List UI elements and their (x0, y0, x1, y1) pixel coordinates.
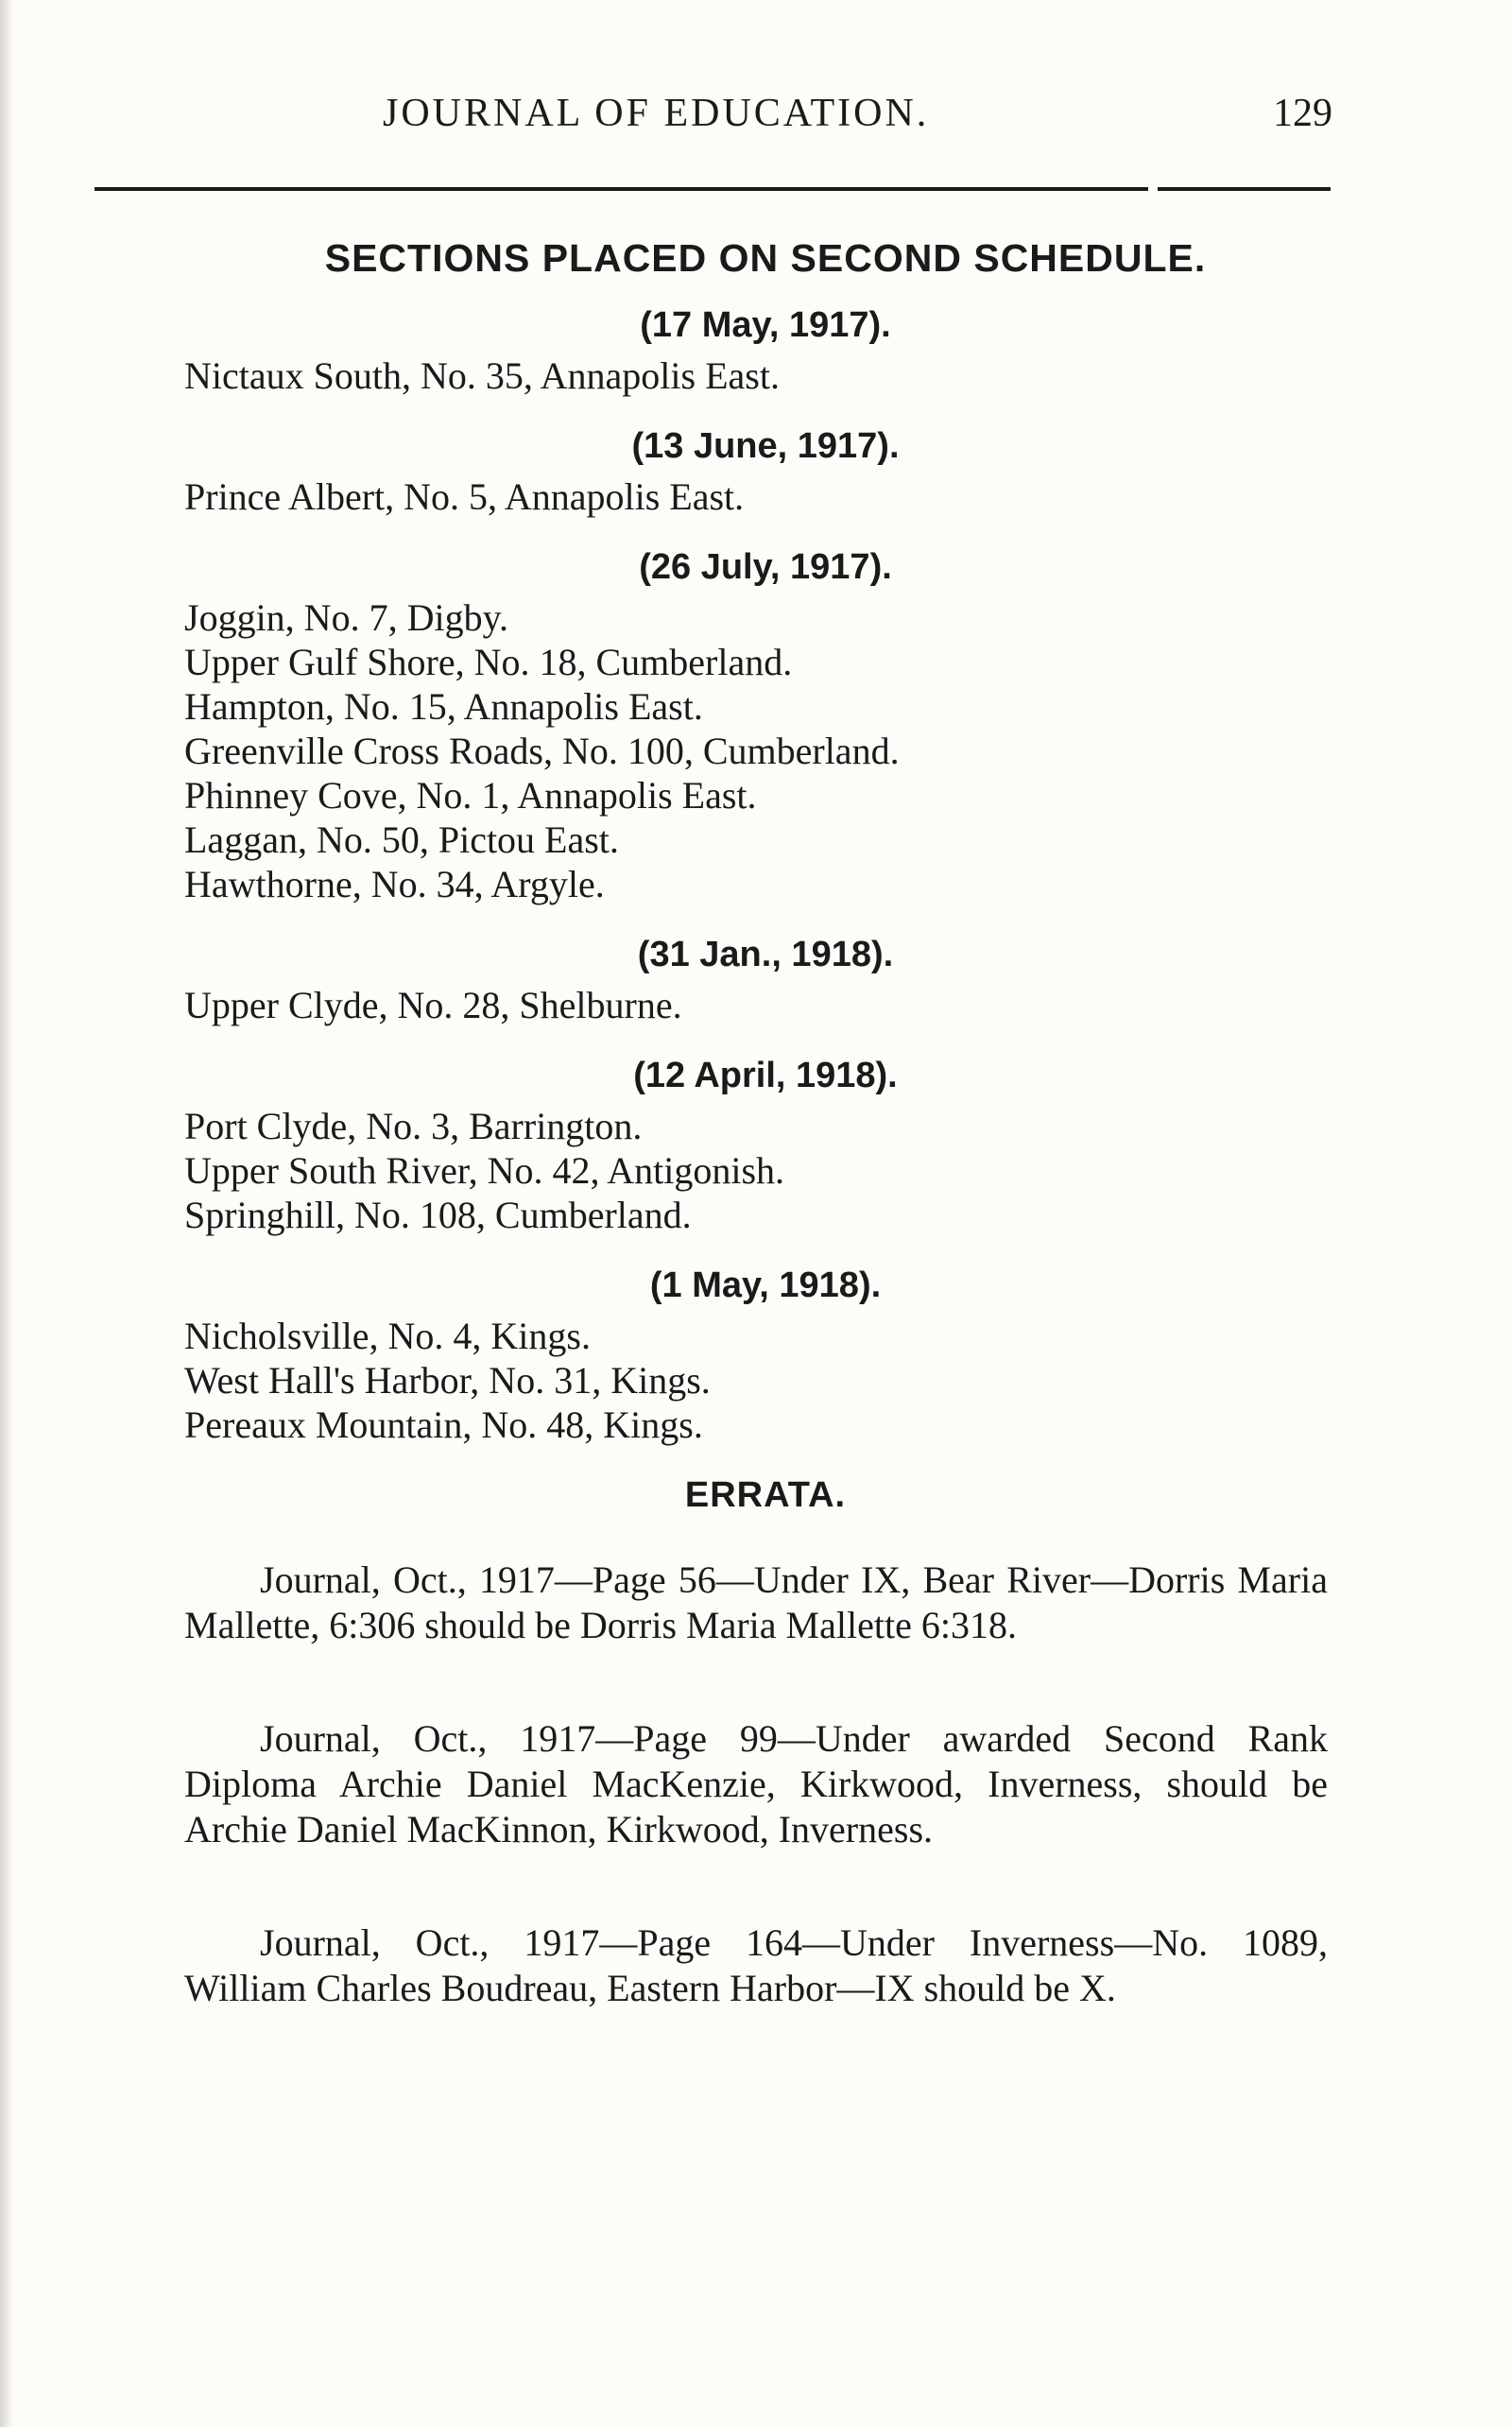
list-item: Upper Clyde, No. 28, Shelburne. (184, 984, 682, 1026)
date-heading: (1 May, 1918). (649, 1265, 882, 1305)
header-rule-tail (1158, 187, 1331, 191)
list-item: Springhill, No. 108, Cumberland. (184, 1194, 692, 1236)
page-number: 129 (1273, 92, 1332, 135)
entry-list (184, 595, 1347, 906)
page-body (184, 236, 1347, 2079)
schedule-group (184, 547, 1347, 906)
errata-item: Journal, Oct., 1917—Page 99—Under awarded Second Rank Diploma Archie Daniel MacKenzie, Kirkwood, Inverness, should be Archie Daniel MacKinnon, Kirkwood, Inverness. (184, 1717, 1328, 1850)
errata-item: Journal, Oct., 1917—Page 164—Under Inverness—No. 1089, William Charles Boudreau, Eastern Harbor—IX should be X. (184, 1921, 1328, 2009)
section-heading: SECTIONS PLACED ON SECOND SCHEDULE. (324, 236, 1207, 280)
schedule-group (184, 426, 1347, 519)
list-item: West Hall's Harbor, No. 31, Kings. (184, 1359, 711, 1402)
date-heading: (31 Jan., 1918). (637, 935, 894, 974)
list-item: Phinney Cove, No. 1, Annapolis East. (184, 774, 757, 817)
entry-list (184, 474, 1347, 519)
list-item: Upper Gulf Shore, No. 18, Cumberland. (184, 641, 793, 683)
list-item: Hampton, No. 15, Annapolis East. (184, 685, 703, 728)
list-item: Nictaux South, No. 35, Annapolis East. (184, 354, 780, 397)
errata-heading: ERRATA. (684, 1475, 847, 1515)
date-heading: (17 May, 1917). (640, 305, 891, 345)
list-item: Greenville Cross Roads, No. 100, Cumberland. (184, 730, 900, 772)
entry-list (184, 983, 1347, 1027)
date-heading: (12 April, 1918). (633, 1056, 898, 1095)
list-item: Port Clyde, No. 3, Barrington. (184, 1105, 643, 1147)
list-item: Upper South River, No. 42, Antigonish. (184, 1149, 785, 1192)
schedule-group (184, 1265, 1347, 1447)
page-header (94, 91, 1332, 157)
header-rule (94, 187, 1148, 191)
schedule-group (184, 305, 1347, 398)
running-title: JOURNAL OF EDUCATION. (383, 92, 930, 135)
list-item: Pereaux Mountain, No. 48, Kings. (184, 1403, 703, 1446)
list-item: Prince Albert, No. 5, Annapolis East. (184, 475, 745, 518)
date-heading: (26 July, 1917). (639, 547, 892, 587)
entry-list (184, 353, 1347, 398)
schedule-group (184, 935, 1347, 1027)
list-item: Joggin, No. 7, Digby. (184, 596, 508, 639)
date-heading: (13 June, 1917). (631, 426, 900, 466)
errata-item: Journal, Oct., 1917—Page 56—Under IX, Bear River—Dorris Maria Mallette, 6:306 should be Dorris Maria Mallette 6:318. (184, 1558, 1328, 1646)
list-item: Laggan, No. 50, Pictou East. (184, 818, 619, 861)
list-item: Hawthorne, No. 34, Argyle. (184, 863, 605, 905)
entry-list (184, 1314, 1347, 1447)
schedule-group (184, 1056, 1347, 1237)
entry-list (184, 1104, 1347, 1237)
list-item: Nicholsville, No. 4, Kings. (184, 1315, 591, 1357)
page-edge-shadow (0, 0, 13, 2427)
